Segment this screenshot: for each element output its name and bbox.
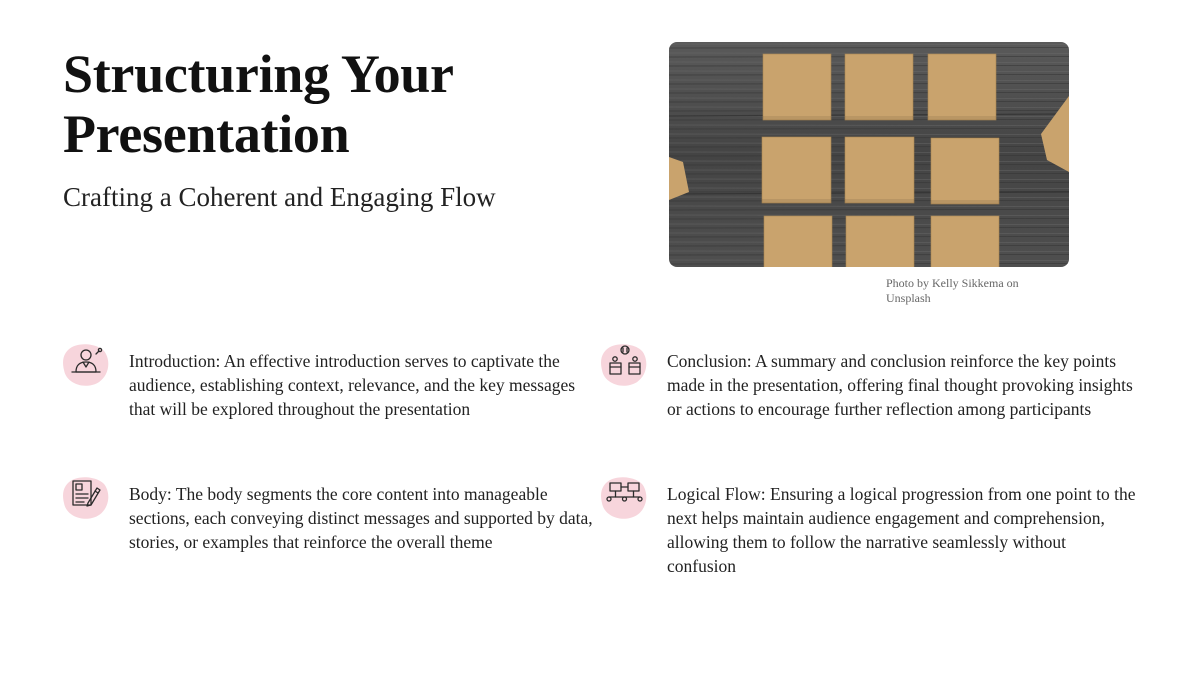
logical-flow-text: Logical Flow: Ensuring a logical progression from one point to the next helps maintain audience engagement and comprehension, allowing them to follow the narrative seamlessly without confusion	[667, 484, 1136, 576]
introduction-text: Introduction: An effective introduction serves to captivate the audience, establishing context, relevance, and the key messages that will be explored throughout the presentation	[129, 351, 576, 419]
document-edit-icon	[62, 475, 112, 521]
conclusion-text: Conclusion: A summary and conclusion reinforce the key points made in the presentation, offering final thought provoking insights or actions to encourage further reflection among participants	[667, 351, 1133, 419]
slide-subtitle: Crafting a Coherent and Engaging Flow	[63, 182, 496, 212]
flow-chart-icon	[600, 475, 650, 521]
debate-podiums-icon	[600, 342, 650, 388]
photo-credit: Photo by Kelly Sikkema on Unsplash	[886, 276, 1019, 305]
body-text: Body: The body segments the core content into manageable sections, each conveying distinct messages and supported by data, stories, or examples that reinforce the overall theme	[129, 484, 593, 552]
sticky-notes-photo	[669, 42, 1069, 267]
presenter-icon	[62, 342, 112, 388]
slide-title: Structuring Your Presentation	[63, 44, 453, 164]
